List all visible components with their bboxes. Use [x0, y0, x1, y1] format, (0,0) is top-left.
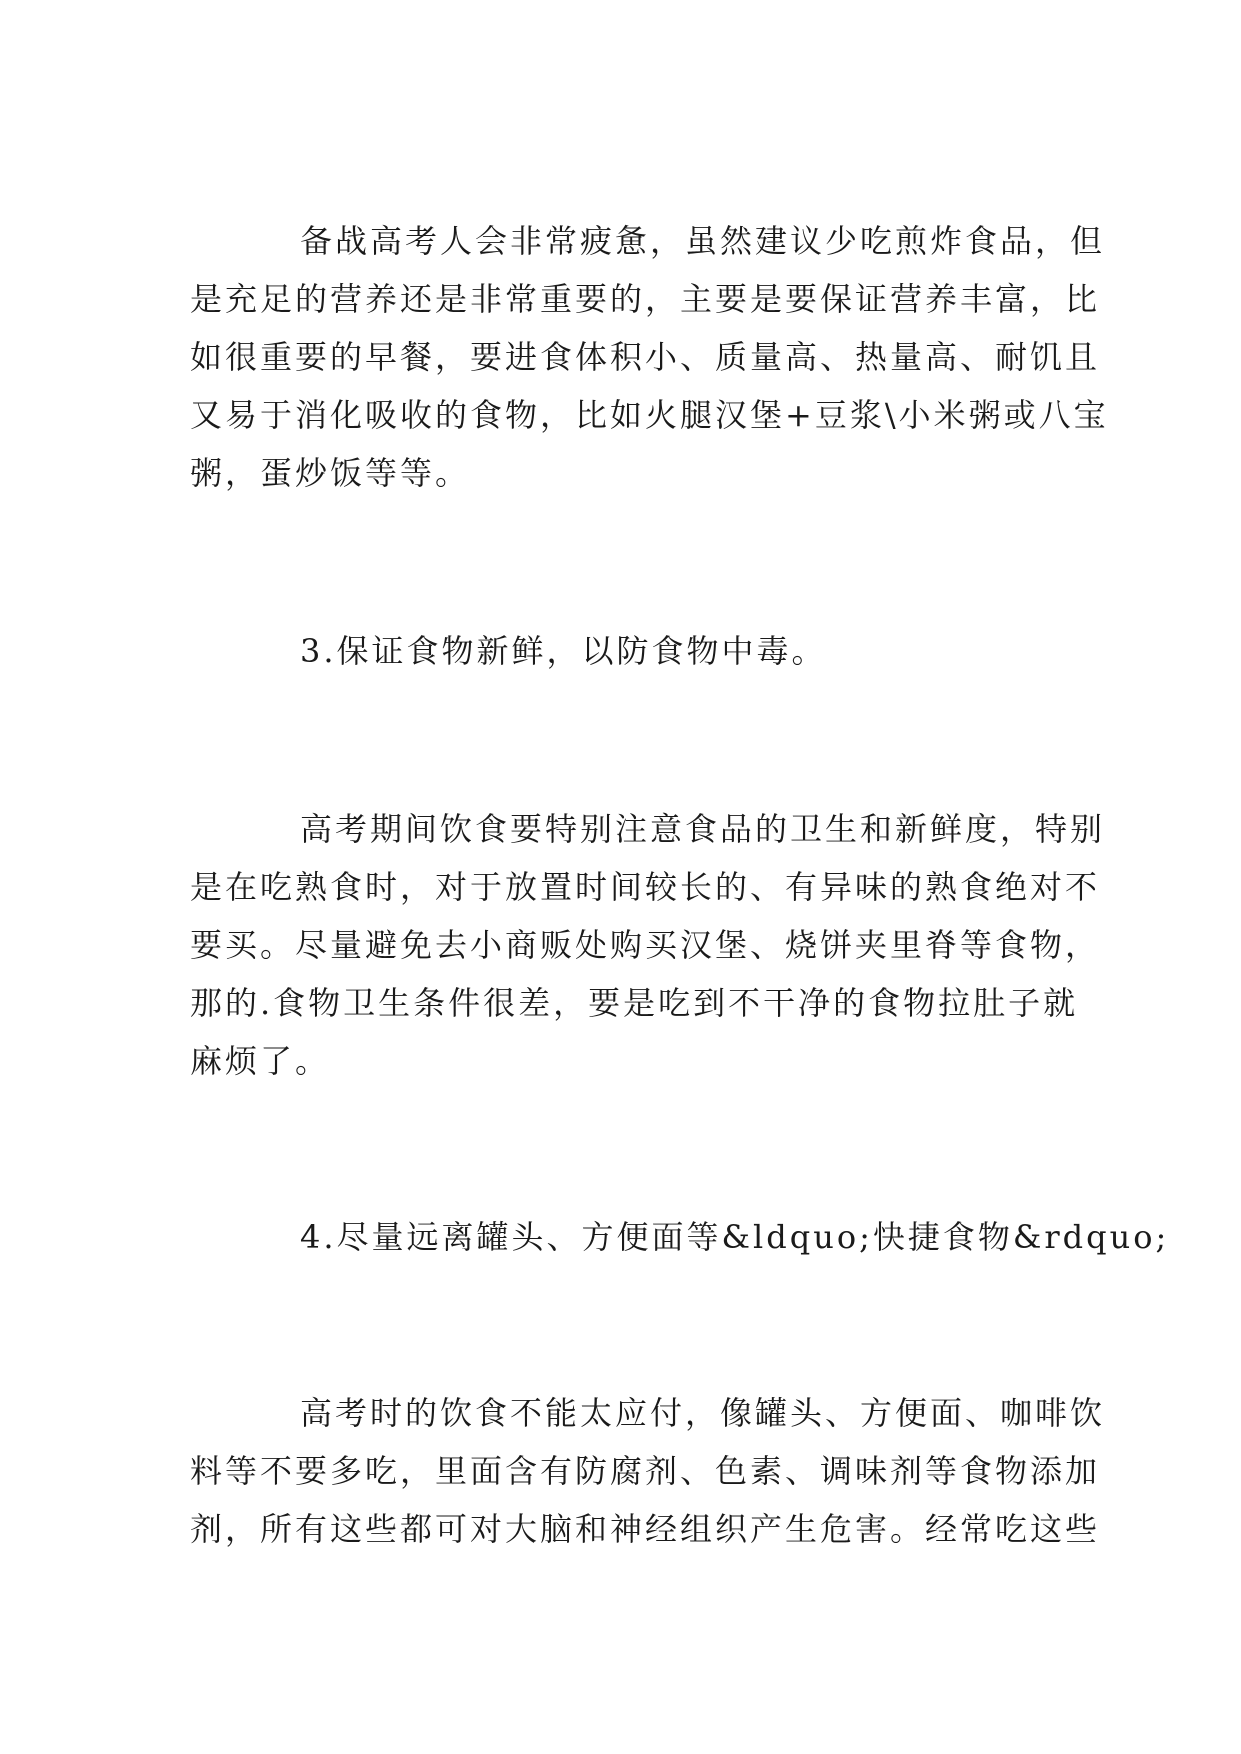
- text-line: 要买。尽量避免去小商贩处购买汉堡、烧饼夹里脊等食物，: [190, 926, 1101, 964]
- paragraph-breakfast-nutrition: [190, 212, 1109, 502]
- text-line: 是充足的营养还是非常重要的，主要是要保证营养丰富，比: [190, 280, 1101, 318]
- heading-text: 3.保证食物新鲜，以防食物中毒。: [300, 632, 827, 670]
- paragraph-convenience-food: [190, 1384, 1106, 1558]
- text-line: 如很重要的早餐，要进食体积小、质量高、热量高、耐饥且: [190, 338, 1101, 376]
- heading-text: 4.尽量远离罐头、方便面等&ldquo;快捷食物&rdquo;: [300, 1218, 1170, 1256]
- section-heading-3: [190, 622, 1060, 680]
- text-line: 是在吃熟食时，对于放置时间较长的、有异味的熟食绝对不: [190, 868, 1101, 906]
- text-line: 那的.食物卫生条件很差，要是吃到不干净的食物拉肚子就: [190, 984, 1079, 1022]
- text-line: 剂，所有这些都可对大脑和神经组织产生危害。经常吃这些: [190, 1510, 1101, 1548]
- text-line: 麻烦了。: [190, 1042, 331, 1080]
- text-line: 备战高考人会非常疲惫，虽然建议少吃煎炸食品，但: [300, 222, 1106, 260]
- text-line: 粥，蛋炒饭等等。: [190, 454, 471, 492]
- text-line: 料等不要多吃，里面含有防腐剂、色素、调味剂等食物添加: [190, 1452, 1101, 1490]
- text-line: 高考期间饮食要特别注意食品的卫生和新鲜度，特别: [300, 810, 1106, 848]
- text-line: 又易于消化吸收的食物，比如火腿汉堡+豆浆\小米粥或八宝: [190, 396, 1109, 434]
- section-heading-4: [190, 1208, 1170, 1266]
- text-line: 高考时的饮食不能太应付，像罐头、方便面、咖啡饮: [300, 1394, 1106, 1432]
- paragraph-food-hygiene: [190, 800, 1106, 1090]
